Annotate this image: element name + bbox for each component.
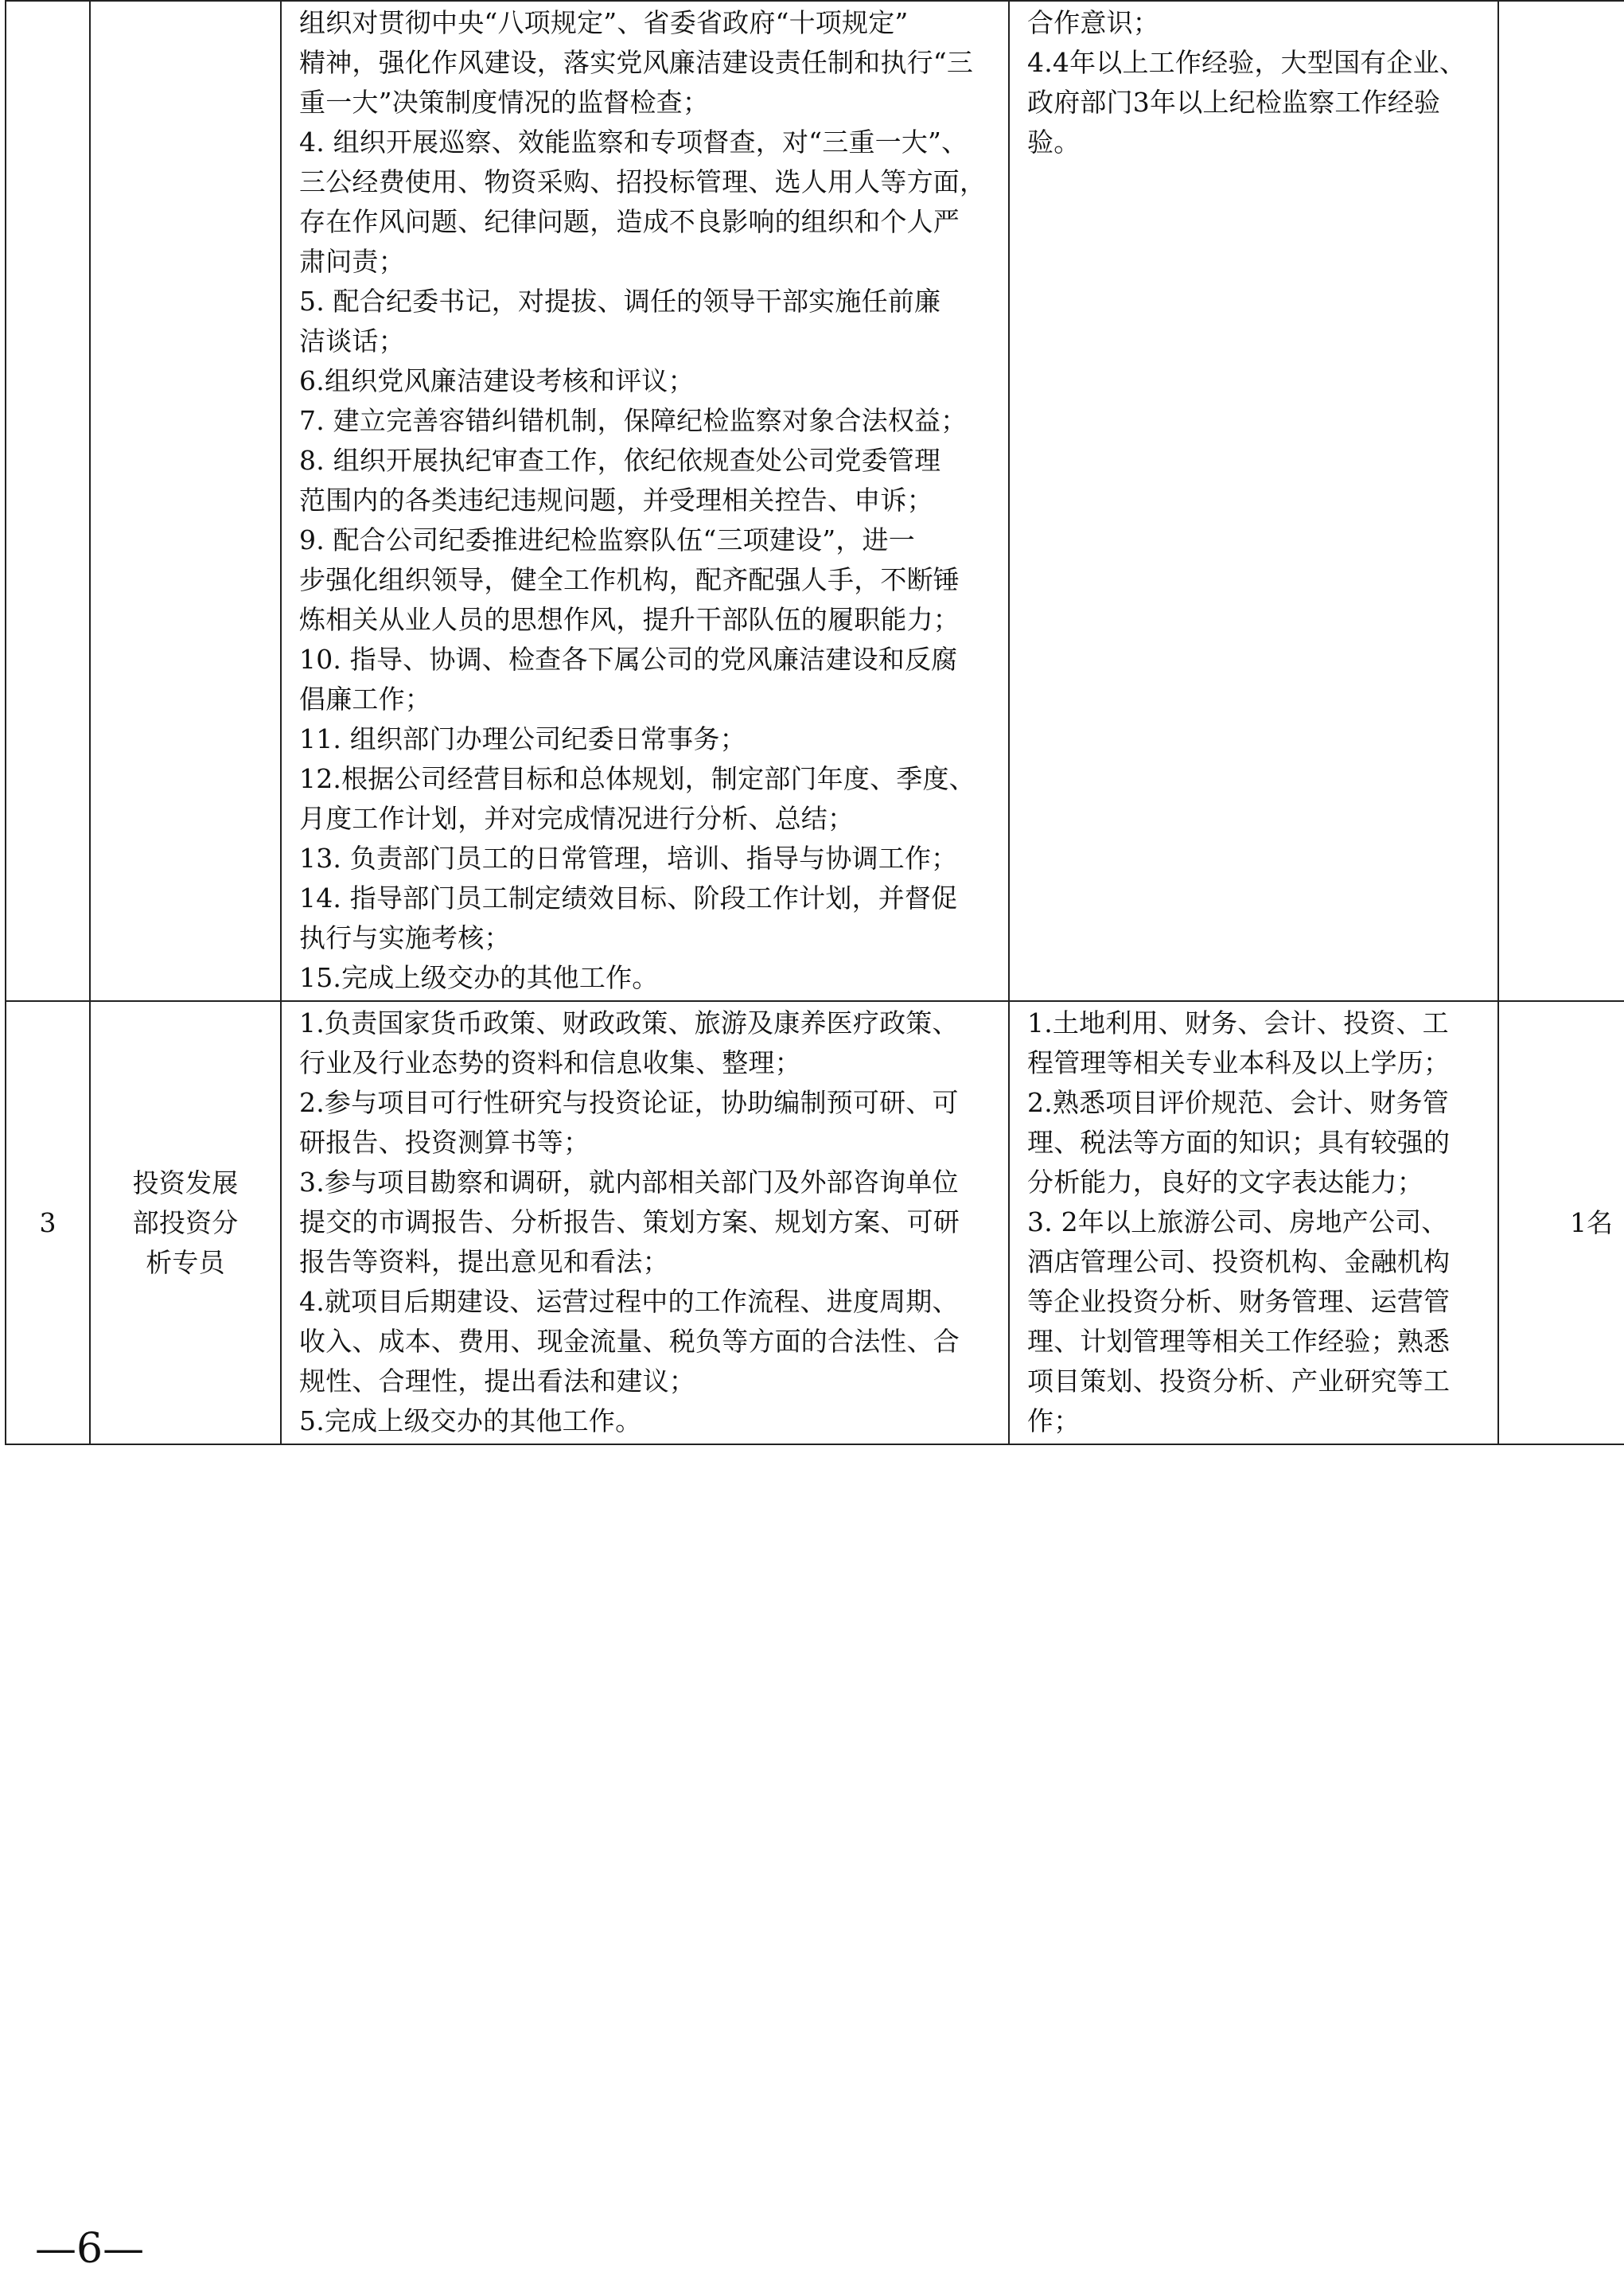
post-name-cell bbox=[90, 1, 281, 1001]
post-name-cell bbox=[90, 1001, 281, 1444]
duty-line: 7. 建立完善容错纠错机制，保障纪检监察对象合法权益； bbox=[299, 405, 968, 436]
requirement-line: 分析能力，良好的文字表达能力； bbox=[1027, 1167, 1423, 1198]
requirement-line: 理、计划管理等相关工作经验；熟悉 bbox=[1027, 1326, 1451, 1357]
job-posting-table bbox=[5, 0, 1624, 1445]
requirement-line: 程管理等相关专业本科及以上学历； bbox=[1027, 1047, 1451, 1078]
duty-line: 14. 指导部门员工制定绩效目标、阶段工作计划，并督促 bbox=[299, 883, 958, 914]
duty-line: 存在作风问题、纪律问题，造成不良影响的组织和个人严 bbox=[299, 206, 960, 237]
headcount-cell bbox=[1498, 1001, 1624, 1444]
duty-line: 精神，强化作风建设，落实党风廉洁建设责任制和执行“三 bbox=[299, 47, 974, 78]
headcount: 1名 bbox=[1570, 1206, 1613, 1238]
duty-line: 11. 组织部门办理公司纪委日常事务； bbox=[299, 723, 746, 754]
duty-line: 执行与实施考核； bbox=[299, 922, 511, 953]
table-row bbox=[6, 1, 1624, 1001]
post-name-line: 投资发展 bbox=[132, 1167, 239, 1198]
duty-line: 8. 组织开展执纪审查工作，依纪依规查处公司党委管理 bbox=[299, 445, 941, 476]
requirement-line: 2.熟悉项目评价规范、会计、财务管 bbox=[1027, 1087, 1449, 1118]
duty-line: 12.根据公司经营目标和总体规划，制定部门年度、季度、 bbox=[299, 763, 976, 794]
duty-line: 6.组织党风廉洁建设考核和评议； bbox=[299, 365, 695, 396]
requirements-cell bbox=[1009, 1001, 1498, 1444]
duty-line: 5. 配合纪委书记，对提拔、调任的领导干部实施任前廉 bbox=[299, 286, 941, 317]
duty-line: 重一大”决策制度情况的监督检查； bbox=[299, 87, 710, 118]
duty-line: 收入、成本、费用、现金流量、税负等方面的合法性、合 bbox=[299, 1326, 960, 1357]
duty-line: 5.完成上级交办的其他工作。 bbox=[299, 1405, 642, 1436]
duty-line: 倡廉工作； bbox=[299, 684, 431, 715]
duty-line: 2.参与项目可行性研究与投资论证，协助编制预可研、可 bbox=[299, 1087, 959, 1118]
requirement-line: 理、税法等方面的知识；具有较强的 bbox=[1027, 1127, 1451, 1158]
row-number: 3 bbox=[39, 1206, 56, 1238]
duty-line: 组织对贯彻中央“八项规定”、省委省政府“十项规定” bbox=[299, 7, 909, 38]
duty-line: 15.完成上级交办的其他工作。 bbox=[299, 962, 659, 993]
table-row bbox=[6, 1001, 1624, 1444]
duty-line: 4.就项目后期建设、运营过程中的工作流程、进度周期、 bbox=[299, 1286, 959, 1317]
requirement-line: 项目策划、投资分析、产业研究等工 bbox=[1027, 1366, 1451, 1397]
duty-line: 13. 负责部门员工的日常管理，培训、指导与协调工作； bbox=[299, 843, 958, 874]
requirement-line: 等企业投资分析、财务管理、运营管 bbox=[1027, 1286, 1451, 1317]
page-number: —6— bbox=[35, 2225, 145, 2273]
requirement-line: 4.4年以上工作经验，大型国有企业、 bbox=[1027, 47, 1466, 78]
duty-line: 9. 配合公司纪委推进纪检监察队伍“三项建设”，进一 bbox=[299, 524, 915, 555]
post-name-line: 部投资分 bbox=[132, 1206, 239, 1238]
requirement-line: 合作意识； bbox=[1027, 7, 1159, 38]
duty-line: 行业及行业态势的资料和信息收集、整理； bbox=[299, 1047, 801, 1078]
requirement-line: 验。 bbox=[1027, 127, 1081, 158]
duty-line: 肃问责； bbox=[299, 246, 405, 277]
duty-line: 提交的市调报告、分析报告、策划方案、规划方案、可研 bbox=[299, 1206, 960, 1237]
duty-line: 3.参与项目勘察和调研，就内部相关部门及外部咨询单位 bbox=[299, 1167, 959, 1198]
duty-line: 规性、合理性，提出看法和建议； bbox=[299, 1366, 695, 1397]
duty-line: 范围内的各类违纪违规问题，并受理相关控告、申诉； bbox=[299, 485, 933, 516]
requirement-line: 3. 2年以上旅游公司、房地产公司、 bbox=[1027, 1206, 1448, 1237]
duty-line: 4. 组织开展巡察、效能监察和专项督查，对“三重一大”、 bbox=[299, 127, 968, 158]
duty-line: 报告等资料，提出意见和看法； bbox=[299, 1246, 669, 1277]
duty-line: 洁谈话； bbox=[299, 325, 405, 357]
duties-cell bbox=[281, 1001, 1009, 1444]
duty-line: 研报告、投资测算书等； bbox=[299, 1127, 590, 1158]
headcount-cell bbox=[1498, 1, 1624, 1001]
duty-line: 10. 指导、协调、检查各下属公司的党风廉洁建设和反腐 bbox=[299, 644, 958, 675]
post-name-line: 析专员 bbox=[146, 1246, 225, 1278]
duties-cell bbox=[281, 1, 1009, 1001]
requirement-line: 酒店管理公司、投资机构、金融机构 bbox=[1027, 1246, 1451, 1277]
row-number-cell bbox=[6, 1001, 90, 1444]
requirement-line: 政府部门3年以上纪检监察工作经验 bbox=[1027, 87, 1441, 118]
duty-line: 炼相关从业人员的思想作风，提升干部队伍的履职能力； bbox=[299, 604, 960, 635]
requirement-line: 作； bbox=[1027, 1405, 1081, 1436]
duty-line: 三公经费使用、物资采购、招投标管理、选人用人等方面， bbox=[299, 166, 987, 197]
requirements-cell bbox=[1009, 1, 1498, 1001]
duty-line: 步强化组织领导，健全工作机构，配齐配强人手，不断锤 bbox=[299, 564, 960, 595]
row-number-cell bbox=[6, 1, 90, 1001]
requirement-line: 1.土地利用、财务、会计、投资、工 bbox=[1027, 1007, 1449, 1038]
duty-line: 月度工作计划，并对完成情况进行分析、总结； bbox=[299, 803, 855, 834]
duty-line: 1.负责国家货币政策、财政政策、旅游及康养医疗政策、 bbox=[299, 1007, 959, 1038]
